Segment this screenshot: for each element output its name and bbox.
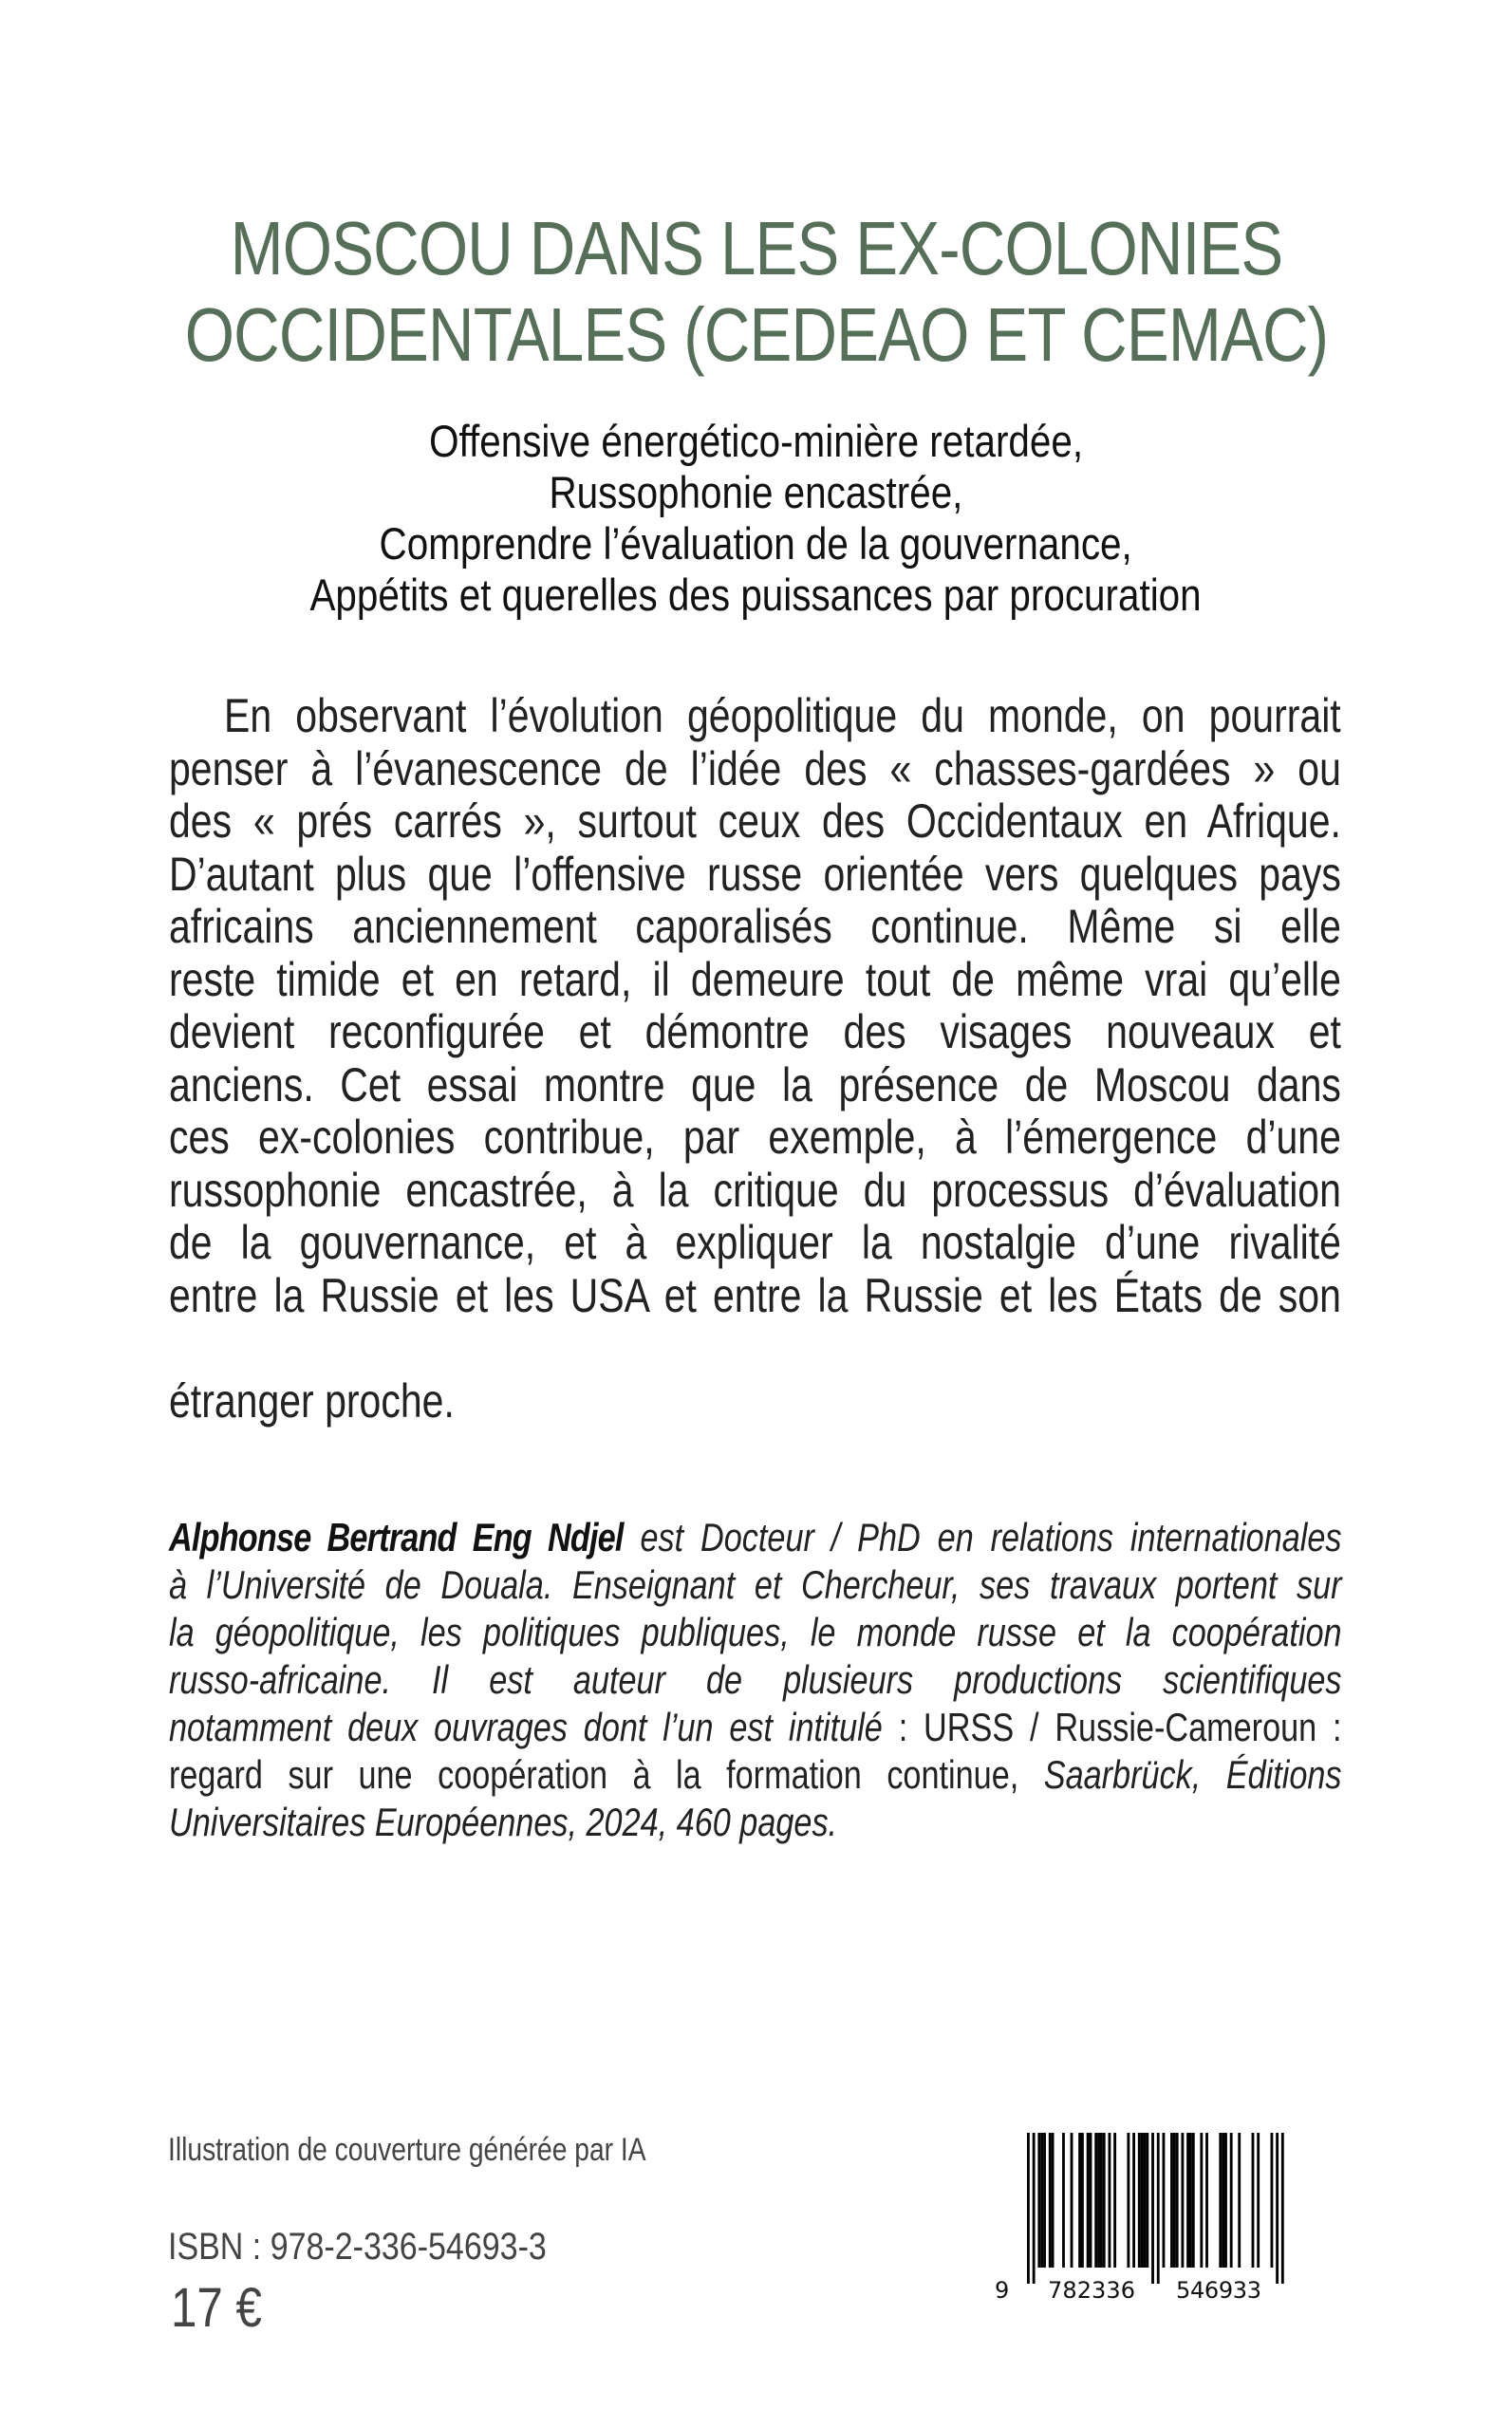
book-title-line-1 (0, 206, 1512, 290)
summary-line: anciens. Cet essai montre que la présence de Moscou dans (169, 1058, 1341, 1111)
bio-line: à l’Université de Douala. Enseignant et Chercheur, ses travaux portent sur (169, 1562, 1342, 1607)
barcode-first-digit: 9 (995, 2277, 1010, 2304)
subtitle-text: Comprendre l’évaluation de la gouvernance, (379, 518, 1133, 569)
cover-credit: Illustration de couverture générée par IA (168, 2132, 646, 2168)
summary-line: russophonie encastrée, à la critique du processus d’évaluation (169, 1164, 1341, 1217)
price: 17 € (171, 2277, 262, 2339)
cited-work-title: regard sur une coopération à la formation continue, (169, 1752, 1019, 1797)
bio-text: notamment deux ouvrages dont l’un est intitulé (169, 1705, 883, 1749)
summary-line: entre la Russie et les USA et entre la Russie et les États de son (169, 1269, 1341, 1322)
summary-line: étranger proche. (169, 1374, 455, 1428)
book-title-line-2 (0, 292, 1512, 377)
bio-line: russo-africaine. Il est auteur de plusieurs productions scientifiques (169, 1657, 1342, 1702)
subtitle-text: Appétits et querelles des puissances par procuration (309, 570, 1203, 620)
barcode-right-digits: 546933 (1176, 2277, 1261, 2304)
barcode-left-digits: 782336 (1048, 2277, 1135, 2304)
summary-line: reste timide et en retard, il demeure tout de même vrai qu’elle (169, 953, 1341, 1006)
bio-line: Universitaires Européennes, 2024, 460 pages. (169, 1800, 838, 1844)
summary-line: des « prés carrés », surtout ceux des Occidentaux en Afrique. (169, 794, 1341, 848)
summary-line: D’autant plus que l’offensive russe orientée vers quelques pays (169, 848, 1341, 901)
summary-line: ces ex-colonies contribue, par exemple, à l’émergence d’une (169, 1111, 1341, 1164)
bio-text: est Docteur / PhD en relations internationales (623, 1515, 1342, 1559)
book-title-text: MOSCOU DANS LES EX-COLONIES (230, 206, 1282, 290)
subtitle-line-2 (0, 467, 1512, 517)
bio-line (169, 1515, 1342, 1559)
cited-work-title: : URSS / Russie-Cameroun : (882, 1705, 1342, 1749)
ean13-barcode (987, 2126, 1300, 2306)
subtitle-line-3 (0, 518, 1512, 569)
subtitle-text: Offensive énergético-minière retardée, (428, 416, 1083, 466)
subtitle-text: Russophonie encastrée, (549, 467, 963, 517)
subtitle-line-1 (0, 416, 1512, 466)
summary-line: africains anciennement caporalisés continue. Même si elle (169, 900, 1341, 953)
author-name: Alphonse Bertrand Eng Ndjel (169, 1515, 624, 1559)
bio-line (169, 1752, 1342, 1797)
bio-line (169, 1705, 1342, 1749)
isbn: ISBN : 978-2-336-54693-3 (168, 2226, 547, 2268)
bio-line: la géopolitique, les politiques publiques, le monde russe et la coopération (169, 1610, 1342, 1654)
summary-line: devient reconfigurée et démontre des visages nouveaux et (169, 1005, 1341, 1058)
book-title-text: OCCIDENTALES (CEDEAO ET CEMAC) (184, 292, 1328, 377)
subtitle-line-4 (0, 570, 1512, 620)
bio-text: Saarbrück, Éditions (1018, 1752, 1342, 1797)
barcode-bars (1027, 2133, 1284, 2284)
summary-line: penser à l’évanescence de l’idée des « chasses-gardées » ou (169, 742, 1341, 795)
summary-line: En observant l’évolution géopolitique du monde, on pourrait (224, 689, 1341, 742)
summary-line: de la gouvernance, et à expliquer la nostalgie d’une rivalité (169, 1216, 1341, 1269)
